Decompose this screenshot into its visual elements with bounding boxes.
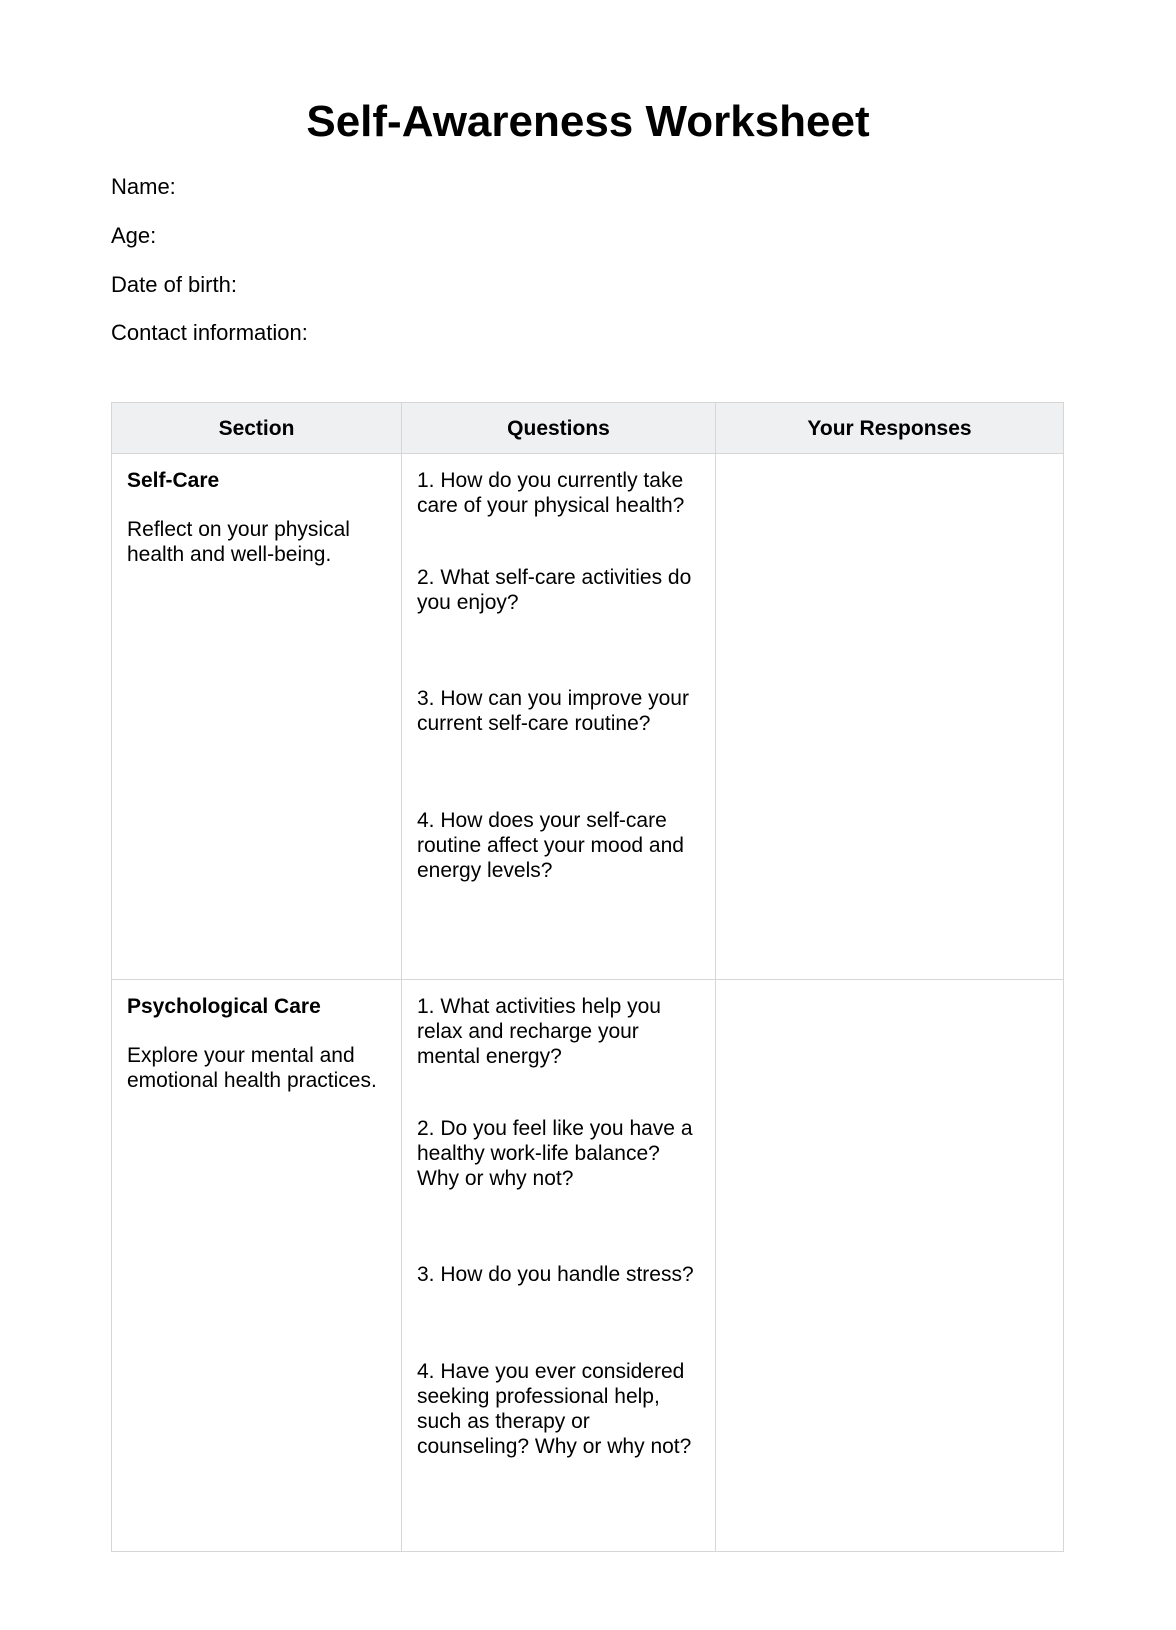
section-cell xyxy=(112,454,402,980)
response-cell[interactable] xyxy=(716,454,1064,980)
question: 2. What self-care activities do you enjoy? xyxy=(417,566,692,614)
header-questions: Questions xyxy=(402,403,716,454)
section-name: Self-Care xyxy=(127,469,220,492)
page-title: Self-Awareness Worksheet xyxy=(306,97,870,146)
table-row xyxy=(112,980,1064,1552)
questions-cell xyxy=(402,980,716,1552)
header-your-responses: Your Responses xyxy=(716,403,1064,454)
table-header-row xyxy=(112,403,1064,454)
questions-cell xyxy=(402,454,716,980)
name-field-label: Name: xyxy=(111,174,176,199)
question: 3. How can you improve your current self-care routine? xyxy=(417,687,689,735)
section-description: Reflect on your physical health and well-being. xyxy=(127,518,350,566)
section-name: Psychological Care xyxy=(127,995,321,1018)
worksheet-table xyxy=(111,402,1064,1552)
contact-information-field-label: Contact information: xyxy=(111,320,308,345)
question: 2. Do you feel like you have a healthy work-life balance? Why or why not? xyxy=(417,1117,693,1190)
question: 4. Have you ever considered seeking professional help, such as therapy or counseling? Why or why not? xyxy=(417,1360,692,1458)
age-field-label: Age: xyxy=(111,223,157,248)
question: 3. How do you handle stress? xyxy=(417,1263,694,1286)
response-cell[interactable] xyxy=(716,980,1064,1552)
table-row xyxy=(112,454,1064,980)
header-section: Section xyxy=(112,403,402,454)
question: 4. How does your self-care routine affect your mood and energy levels? xyxy=(417,809,684,882)
question: 1. How do you currently take care of your physical health? xyxy=(417,469,685,517)
section-cell xyxy=(112,980,402,1552)
question: 1. What activities help you relax and recharge your mental energy? xyxy=(417,995,661,1068)
section-description: Explore your mental and emotional health practices. xyxy=(127,1044,377,1092)
date-of-birth-field-label: Date of birth: xyxy=(111,272,237,297)
